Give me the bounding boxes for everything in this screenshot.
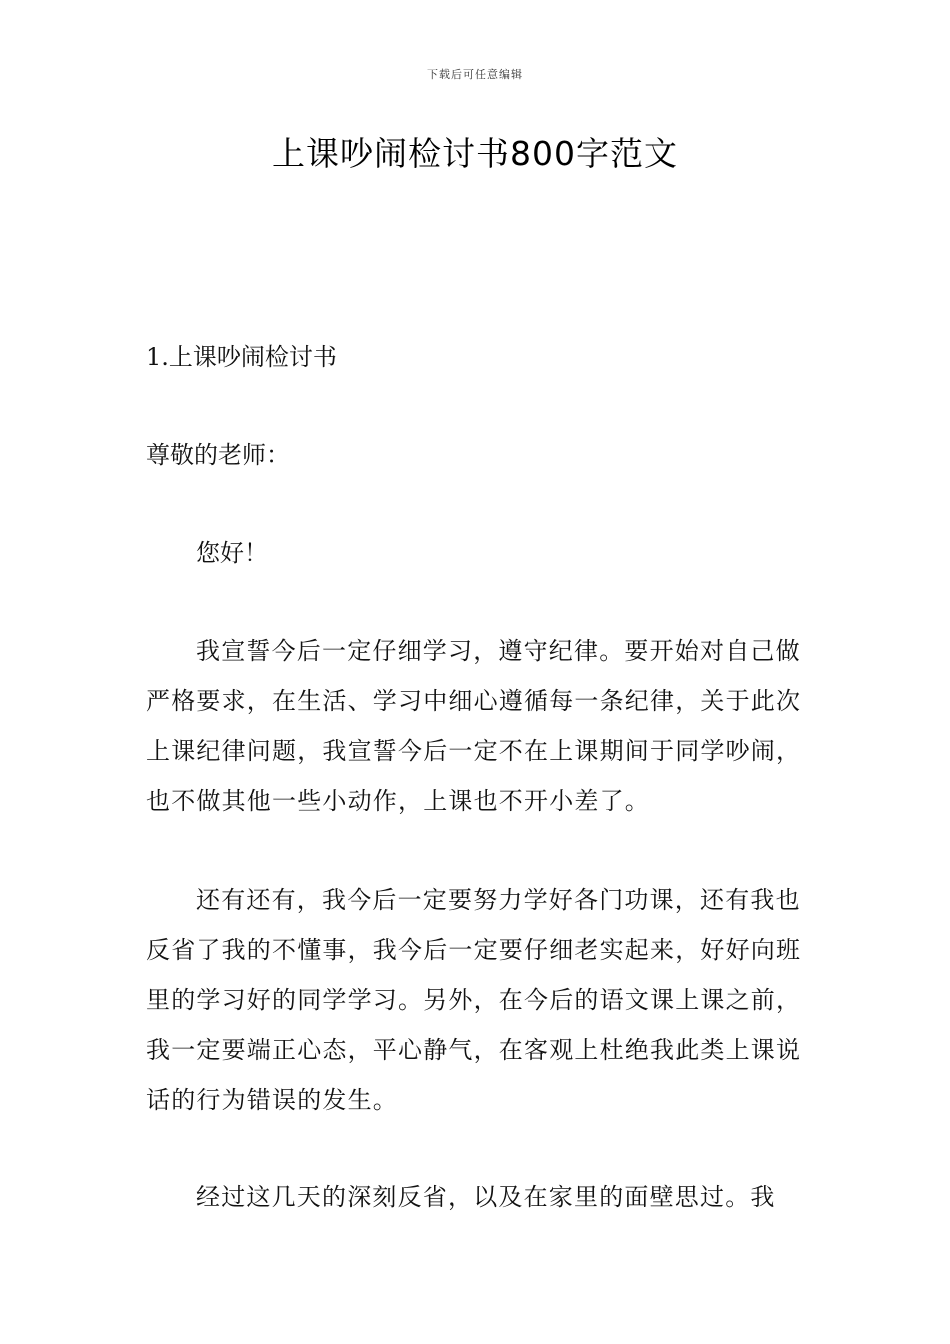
document-title: 上课吵闹检讨书800字范文 xyxy=(272,134,678,173)
header-note: 下载后可任意编辑 xyxy=(427,68,523,81)
salutation: 尊敬的老师： xyxy=(146,441,290,469)
greeting: 您好！ xyxy=(196,539,268,567)
body-paragraph: 还有还有，我今后一定要努力学好各门功课，还有我也反省了我的不懂事，我今后一定要仔细老实起来，好好向班里的学习好的同学学习。另外，在今后的语文课上课之前，我一定要端正心态，平心静气，在客观上杜绝我此类上课说话的行为错误的发生。 xyxy=(146,886,802,1114)
body-paragraph: 我宣誓今后一定仔细学习，遵守纪律。要开始对自己做严格要求，在生活、学习中细心遵循每一条纪律，关于此次上课纪律问题，我宣誓今后一定不在上课期间于同学吵闹，也不做其他一些小动作，上课也不开小差了。 xyxy=(146,637,802,815)
body-paragraph: 经过这几天的深刻反省，以及在家里的面壁思过。我 xyxy=(196,1183,776,1211)
section-heading: 1.上课吵闹检讨书 xyxy=(146,343,337,371)
